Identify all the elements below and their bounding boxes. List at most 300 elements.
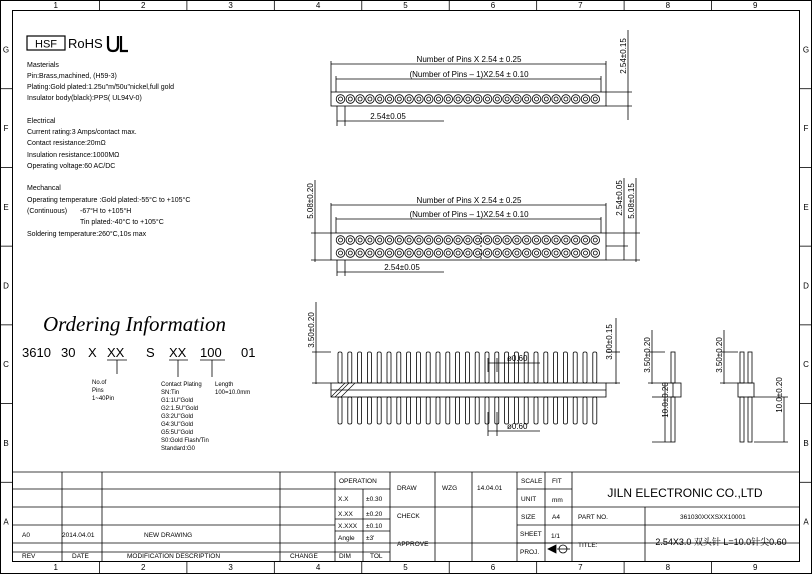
code-plating: XX xyxy=(169,345,187,360)
pin-outer xyxy=(375,95,384,104)
materials-line: Plating:Gold plated:1.25u"m/50u"nickel,full gold xyxy=(27,84,175,91)
mid-left-dim: 5.08±0.20 xyxy=(306,183,315,219)
pin-outer xyxy=(415,95,424,104)
pins-note: 1~40Pin xyxy=(92,396,115,402)
side-top-dia: ø0.60 xyxy=(507,354,528,363)
pin-inner xyxy=(593,251,597,255)
pin-outer xyxy=(424,249,433,258)
pin-bottom xyxy=(407,397,411,424)
pin-outer xyxy=(336,249,345,258)
pin-inner xyxy=(437,251,441,255)
pin-inner xyxy=(388,251,392,255)
pin-top xyxy=(407,352,411,383)
row-label: A xyxy=(803,517,809,527)
pin-outer xyxy=(581,95,590,104)
pin-inner xyxy=(397,238,401,242)
pin-inner xyxy=(427,251,431,255)
pin-top xyxy=(338,352,342,383)
pin-outer xyxy=(375,249,384,258)
top-height-dim: 2.54±0.15 xyxy=(619,38,628,74)
pin-outer xyxy=(542,249,551,258)
plating-note: G3:2U"Gold xyxy=(161,414,194,420)
size-value: A4 xyxy=(552,514,560,521)
pin-bottom xyxy=(554,397,558,424)
pin-outer xyxy=(464,236,473,245)
mid-view xyxy=(311,178,640,276)
pin-inner xyxy=(388,238,392,242)
plating-note: G4:3U"Gold xyxy=(161,422,194,428)
pin-outer xyxy=(513,236,522,245)
column-label: 3 xyxy=(228,1,233,10)
pin-outer xyxy=(405,249,414,258)
pin-outer xyxy=(552,236,561,245)
pin-inner xyxy=(358,251,362,255)
side-bottom-dia: ø0.60 xyxy=(507,422,528,431)
pin-inner xyxy=(437,238,441,242)
pin-outer xyxy=(562,249,571,258)
pin-bottom xyxy=(524,397,528,424)
rev-header: REV xyxy=(22,553,36,560)
pin-inner xyxy=(378,238,382,242)
pin-inner xyxy=(476,97,480,101)
pin-outer xyxy=(493,95,502,104)
part-no-label: PART NO. xyxy=(578,514,608,521)
rev-desc: NEW DRAWING xyxy=(144,532,193,539)
pin-outer xyxy=(356,95,365,104)
pin-inner xyxy=(378,97,382,101)
pin-outer xyxy=(552,249,561,258)
pin-outer xyxy=(464,249,473,258)
column-label: 3 xyxy=(228,563,233,572)
end1-top-dim: 3.50±0.20 xyxy=(643,337,652,373)
pins-note: Pins xyxy=(92,388,104,394)
pin-outer xyxy=(346,95,355,104)
ordering-code xyxy=(22,345,255,360)
mechanical-line: Operating temperature :Gold plated:-55°C to +105°C xyxy=(27,197,191,204)
code-x: X xyxy=(88,345,97,360)
plating-note: S0:Gold Flash/Tin xyxy=(161,438,209,444)
mechanical-line: Tin plated:-40°C to +105°C xyxy=(80,219,164,226)
pin-outer xyxy=(366,236,375,245)
pin-inner xyxy=(495,97,499,101)
pin-outer xyxy=(562,95,571,104)
row-label: C xyxy=(3,360,9,370)
pin-outer xyxy=(562,236,571,245)
pin-inner xyxy=(584,251,588,255)
ul-logo xyxy=(108,36,128,51)
pin-top xyxy=(475,352,479,383)
column-label: 6 xyxy=(490,563,496,572)
tol-dim: Angle xyxy=(338,535,355,542)
pin-outer xyxy=(366,95,375,104)
row-label: E xyxy=(3,202,9,212)
pin-outer xyxy=(493,249,502,258)
approve-label: APPROVE xyxy=(397,541,429,548)
pin-bottom xyxy=(544,397,548,424)
column-label: 2 xyxy=(140,563,146,572)
tol-value: ±0.20 xyxy=(366,511,383,518)
pin-inner xyxy=(564,251,568,255)
pin-inner xyxy=(535,251,539,255)
pin-outer xyxy=(571,236,580,245)
pin-outer xyxy=(415,249,424,258)
title-label: TITLE: xyxy=(578,542,598,549)
electrical-line: Operating voltage:60 AC/DC xyxy=(27,163,116,170)
mechanical-line: Soldering temperature:260°C,10s max xyxy=(27,231,147,238)
pin-inner xyxy=(358,238,362,242)
pin-top xyxy=(367,352,371,383)
pin-outer xyxy=(581,236,590,245)
end2-top-dim: 3.50±0.20 xyxy=(715,337,724,373)
mid-pitch-dim: 2.54±0.05 xyxy=(384,263,420,272)
pin-inner xyxy=(466,97,470,101)
pin-bottom xyxy=(367,397,371,424)
pin-outer xyxy=(444,249,453,258)
pin-inner xyxy=(554,97,558,101)
pin-outer xyxy=(346,236,355,245)
pin-inner xyxy=(348,97,352,101)
plating-note: SN:Tin xyxy=(161,390,180,396)
pin-inner xyxy=(339,238,343,242)
unit-label: UNIT xyxy=(521,496,537,503)
dim-header: DIM xyxy=(339,553,351,560)
pin-inner xyxy=(456,238,460,242)
column-label: 5 xyxy=(403,563,408,572)
pin-inner xyxy=(535,97,539,101)
pin-inner xyxy=(446,238,450,242)
mid-pins xyxy=(336,236,599,258)
pin-top xyxy=(465,352,469,383)
pin-bottom xyxy=(465,397,469,424)
rohs-logo: RoHS xyxy=(68,36,103,51)
pin-outer xyxy=(395,249,404,258)
side-view xyxy=(312,302,620,436)
pin-inner xyxy=(486,238,490,242)
side-height-dim: 3.00±0.15 xyxy=(605,324,614,360)
mechanical-line: (Continuous) xyxy=(27,208,68,215)
length-note: 100=10.0mm xyxy=(215,390,251,396)
pin-inner xyxy=(486,97,490,101)
row-label: C xyxy=(803,360,809,370)
pin-inner xyxy=(437,97,441,101)
pin-outer xyxy=(336,236,345,245)
pin-bottom xyxy=(416,397,420,424)
pin-inner xyxy=(584,97,588,101)
pin-outer xyxy=(503,249,512,258)
plating-note: G2:1.5U"Gold xyxy=(161,406,199,412)
row-label: D xyxy=(3,281,9,291)
check-label: CHECK xyxy=(397,513,420,520)
end2-bottom-dim: 10.0±0.20 xyxy=(775,377,784,413)
pin-inner xyxy=(397,97,401,101)
pin-outer xyxy=(591,236,600,245)
column-label: 2 xyxy=(140,1,146,10)
pin-outer xyxy=(522,249,531,258)
tol-dim: X.XXX xyxy=(338,523,358,530)
sheet-label: SHEET xyxy=(520,531,542,538)
code-suffix: 01 xyxy=(241,345,256,360)
pin-inner xyxy=(368,238,372,242)
pin-outer xyxy=(483,95,492,104)
pin-inner xyxy=(476,251,480,255)
scale-label: SCALE xyxy=(521,478,543,485)
pin-top xyxy=(446,352,450,383)
top-inner-dim: (Number of Pins – 1)X2.54 ± 0.10 xyxy=(409,70,529,79)
tol-value: ±3' xyxy=(366,535,375,542)
pin-inner xyxy=(456,97,460,101)
pin-inner xyxy=(505,97,509,101)
pin-inner xyxy=(407,97,411,101)
pin-bottom xyxy=(426,397,430,424)
pin-inner xyxy=(407,251,411,255)
electrical-line: Contact resistance:20mΩ xyxy=(27,140,106,147)
plating-note: Standard:G0 xyxy=(161,446,196,452)
mid-right-dim-2: 5.08±0.15 xyxy=(627,183,636,219)
pin-inner xyxy=(466,251,470,255)
pin-inner xyxy=(544,238,548,242)
pin-bottom xyxy=(534,397,538,424)
pin-top xyxy=(534,352,538,383)
code-pitch: 30 xyxy=(61,345,76,360)
pin-inner xyxy=(495,238,499,242)
pin-top xyxy=(554,352,558,383)
mechanical-heading: Mechancal xyxy=(27,185,61,192)
pin-bottom xyxy=(436,397,440,424)
column-label: 1 xyxy=(53,563,58,572)
pin-outer xyxy=(532,95,541,104)
pin-outer xyxy=(395,236,404,245)
code-pins: XX xyxy=(107,345,125,360)
pin-bottom xyxy=(446,397,450,424)
pin-outer xyxy=(395,95,404,104)
code-length: 100 xyxy=(200,345,222,360)
column-label: 4 xyxy=(315,563,321,572)
mechanical-line: -67°H to +105°H xyxy=(80,208,132,215)
pin-outer xyxy=(434,95,443,104)
column-label: 4 xyxy=(315,1,321,10)
pin-top xyxy=(563,352,567,383)
row-label: F xyxy=(803,124,809,134)
pin-outer xyxy=(434,249,443,258)
pin-inner xyxy=(554,251,558,255)
top-pitch-dim: 2.54±0.05 xyxy=(370,112,406,121)
pin-outer xyxy=(473,236,482,245)
pin-inner xyxy=(554,238,558,242)
plating-note: Contact Plating xyxy=(161,382,202,388)
mid-right-dim-1: 2.54±0.05 xyxy=(615,180,624,216)
pin-inner xyxy=(368,97,372,101)
pin-outer xyxy=(571,249,580,258)
pin-outer xyxy=(483,236,492,245)
drawer-value: WZG xyxy=(442,485,458,492)
ordering-title: Ordering Information xyxy=(43,312,226,336)
pin-outer xyxy=(454,95,463,104)
pin-outer xyxy=(375,236,384,245)
pin-inner xyxy=(574,97,578,101)
draw-date: 14.04.01 xyxy=(477,485,503,492)
pin-inner xyxy=(515,97,519,101)
tol-dim: X.X xyxy=(338,496,349,503)
column-label: 7 xyxy=(578,563,583,572)
pin-top xyxy=(397,352,401,383)
pin-outer xyxy=(532,249,541,258)
pin-top xyxy=(377,352,381,383)
pin-outer xyxy=(493,236,502,245)
operation-label: OPERATION xyxy=(339,478,377,485)
pin-inner xyxy=(388,97,392,101)
pin-outer xyxy=(385,249,394,258)
electrical-line: Current rating:3 Amps/contact max. xyxy=(27,129,137,136)
pin-outer xyxy=(356,249,365,258)
tol-value: ±0.10 xyxy=(366,523,383,530)
pin-outer xyxy=(542,95,551,104)
projection-symbol xyxy=(548,545,570,553)
pin-outer xyxy=(503,236,512,245)
pin-inner xyxy=(574,251,578,255)
pin-inner xyxy=(525,238,529,242)
pin-top xyxy=(348,352,352,383)
top-pins xyxy=(336,95,599,104)
pin-inner xyxy=(574,238,578,242)
part-title: 2.54X3.0 双头针 L=10.0针尖0.60 xyxy=(655,537,787,547)
pin-outer xyxy=(473,95,482,104)
pin-top xyxy=(436,352,440,383)
scale-value: FIT xyxy=(552,478,562,485)
pin-bottom xyxy=(397,397,401,424)
row-label: D xyxy=(803,281,809,291)
pin-inner xyxy=(417,251,421,255)
pin-top xyxy=(544,352,548,383)
plating-note: G5:5U"Gold xyxy=(161,430,194,436)
electrical-line: Insulation resistance:1000MΩ xyxy=(27,152,120,159)
top-overall-dim: Number of Pins X 2.54 ± 0.25 xyxy=(416,55,522,64)
pin-top xyxy=(426,352,430,383)
tol-value: ±0.30 xyxy=(366,496,383,503)
pin-inner xyxy=(407,238,411,242)
electrical-heading: Electrical xyxy=(27,118,56,125)
pin-inner xyxy=(525,251,529,255)
tol-dim: X.XX xyxy=(338,511,353,518)
column-label: 6 xyxy=(490,1,496,10)
pin-bottom xyxy=(505,397,509,424)
pin-inner xyxy=(544,97,548,101)
column-label: 1 xyxy=(53,1,58,10)
mid-inner-dim: (Number of Pins – 1)X2.54 ± 0.10 xyxy=(409,210,529,219)
pin-inner xyxy=(456,251,460,255)
pin-outer xyxy=(444,95,453,104)
side-left-dim: 3.50±0.20 xyxy=(307,312,316,348)
pin-outer xyxy=(444,236,453,245)
row-label: G xyxy=(802,45,810,55)
pin-outer xyxy=(346,249,355,258)
pin-outer xyxy=(581,249,590,258)
pin-top xyxy=(416,352,420,383)
pin-inner xyxy=(515,238,519,242)
rev-value: A0 xyxy=(22,532,30,539)
pin-inner xyxy=(378,251,382,255)
pin-outer xyxy=(385,95,394,104)
pin-inner xyxy=(564,238,568,242)
row-label: G xyxy=(2,45,10,55)
row-label: F xyxy=(3,124,9,134)
change-header: CHANGE xyxy=(290,553,318,560)
row-label: A xyxy=(3,517,9,527)
inner-frame xyxy=(13,11,800,562)
pin-outer xyxy=(552,95,561,104)
pin-outer xyxy=(532,236,541,245)
hsf-logo: HSF xyxy=(35,38,57,51)
unit-value: mm xyxy=(552,497,563,504)
pin-bottom xyxy=(563,397,567,424)
end1-bottom-dim: 10.0±0.20 xyxy=(661,382,670,418)
pin-outer xyxy=(542,236,551,245)
pin-inner xyxy=(446,251,450,255)
pin-inner xyxy=(584,238,588,242)
pin-outer xyxy=(571,95,580,104)
pin-top xyxy=(593,352,597,383)
pin-bottom xyxy=(387,397,391,424)
pin-outer xyxy=(336,95,345,104)
pin-outer xyxy=(385,236,394,245)
pin-outer xyxy=(424,95,433,104)
pin-bottom xyxy=(593,397,597,424)
code-series: 3610 xyxy=(22,345,51,360)
pin-inner xyxy=(417,97,421,101)
row-label: B xyxy=(3,438,9,448)
pin-outer xyxy=(591,249,600,258)
pin-outer xyxy=(591,95,600,104)
materials-line: Insulator body(black):PPS( UL94V-0) xyxy=(27,95,142,102)
sheet-value: 1/1 xyxy=(551,533,561,540)
pin-outer xyxy=(522,95,531,104)
pin-bottom xyxy=(348,397,352,424)
pin-inner xyxy=(339,97,343,101)
pin-inner xyxy=(544,251,548,255)
pin-outer xyxy=(483,249,492,258)
pin-inner xyxy=(427,238,431,242)
column-label: 8 xyxy=(665,1,671,10)
row-label: B xyxy=(803,438,809,448)
pin-outer xyxy=(405,95,414,104)
pin-outer xyxy=(434,236,443,245)
pin-outer xyxy=(503,95,512,104)
pin-inner xyxy=(495,251,499,255)
row-label: E xyxy=(803,202,809,212)
pin-inner xyxy=(427,97,431,101)
proj-label: PROJ. xyxy=(520,549,540,556)
pin-outer xyxy=(415,236,424,245)
rev-date: 2014.04.01 xyxy=(62,532,95,539)
pin-inner xyxy=(505,238,509,242)
side-pins xyxy=(338,352,597,424)
pin-top xyxy=(358,352,362,383)
pins-note: No.of xyxy=(92,380,107,386)
pin-inner xyxy=(348,238,352,242)
mid-body xyxy=(331,233,606,260)
pin-inner xyxy=(476,238,480,242)
pin-bottom xyxy=(377,397,381,424)
pin-inner xyxy=(564,97,568,101)
length-note: Length xyxy=(215,382,234,388)
pin-outer xyxy=(464,95,473,104)
column-label: 5 xyxy=(403,1,408,10)
pin-outer xyxy=(522,236,531,245)
tol-header: TOL xyxy=(370,553,383,560)
column-label: 9 xyxy=(753,1,758,10)
company-name: JILN ELECTRONIC CO.,LTD xyxy=(607,486,763,500)
pin-bottom xyxy=(475,397,479,424)
size-label: SIZE xyxy=(521,514,536,521)
